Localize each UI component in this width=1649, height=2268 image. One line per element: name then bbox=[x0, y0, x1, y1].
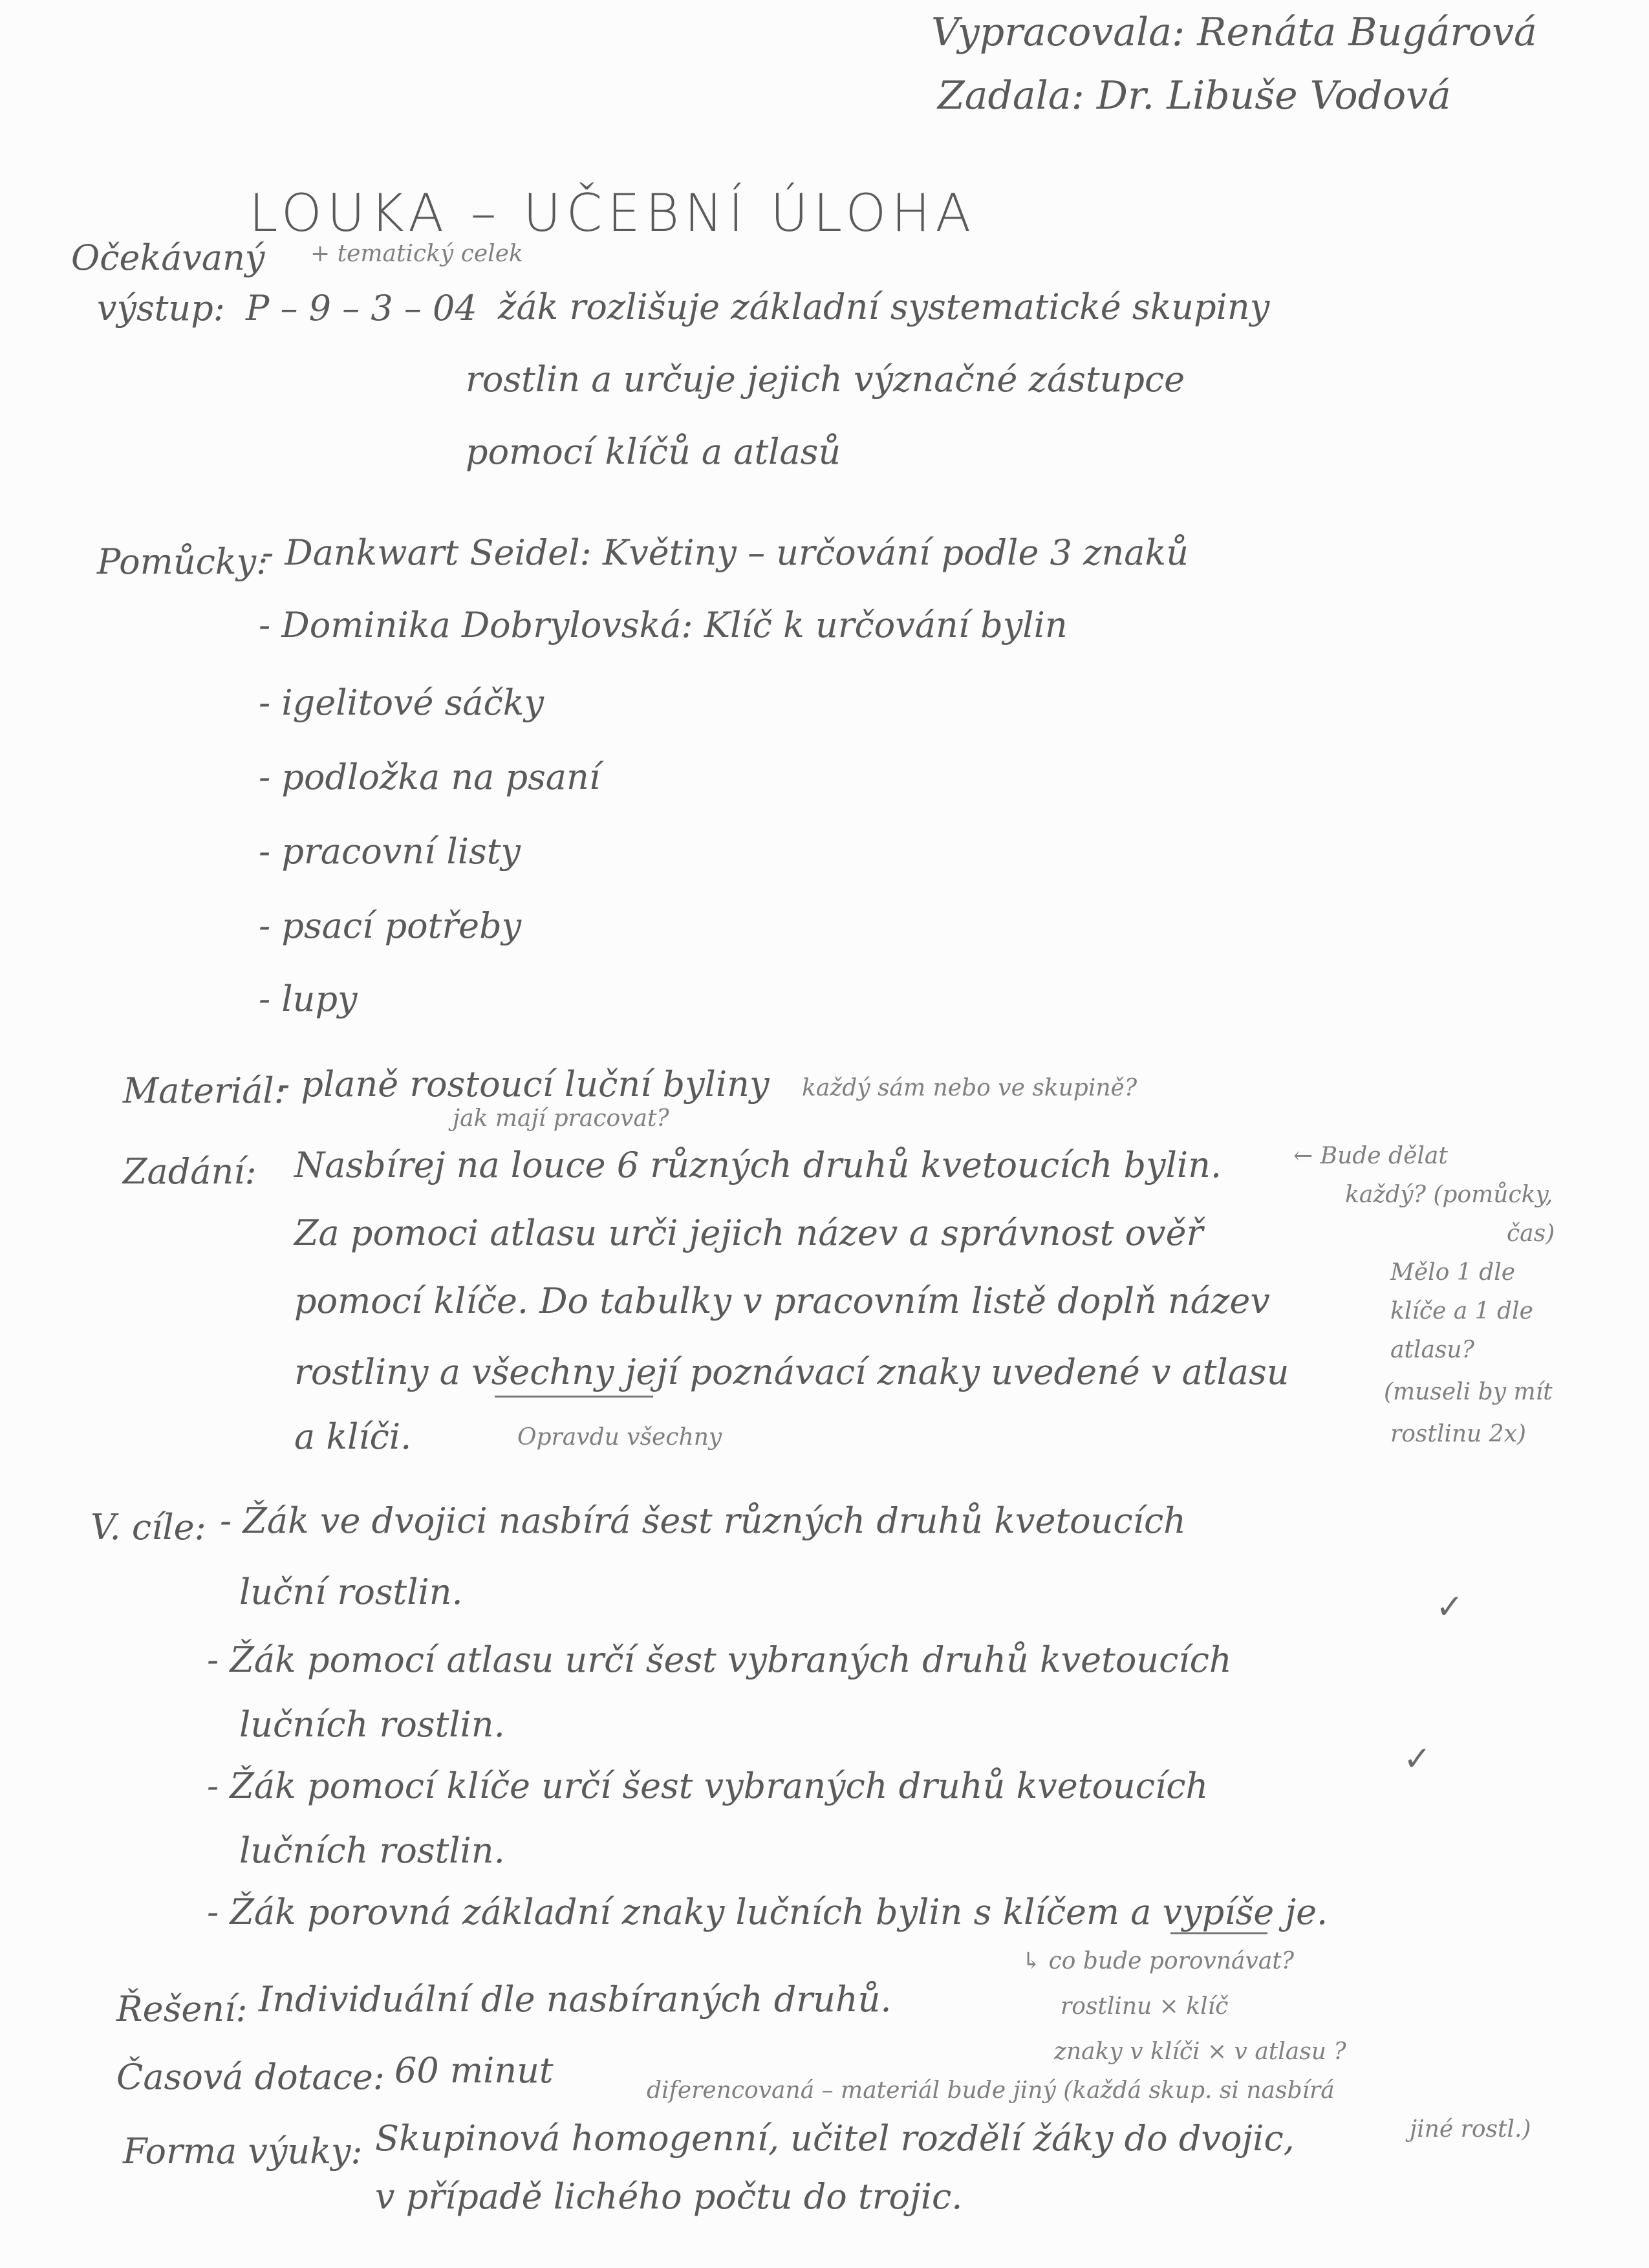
underline bbox=[1170, 1932, 1267, 1934]
aids-item: - Dominika Dobrylovská: Klíč k určování bylin bbox=[259, 605, 1068, 645]
side-note: klíče a 1 dle bbox=[1390, 1298, 1533, 1324]
material-text: - planě rostoucí luční byliny bbox=[278, 1064, 770, 1105]
form-line: v případě lichého počtu do trojic. bbox=[375, 2176, 963, 2217]
goals-line: lučních rostlin. bbox=[239, 1830, 505, 1871]
side-note: čas) bbox=[1507, 1220, 1555, 1247]
expected-code: P – 9 – 3 – 04 bbox=[246, 288, 477, 329]
expected-line-1: žák rozlišuje základní systematické skupiny bbox=[498, 286, 1270, 327]
compare-note: rostlinu × klíč bbox=[1061, 1993, 1229, 2020]
task-line: a klíči. bbox=[294, 1416, 412, 1457]
aids-item: - pracovní listy bbox=[259, 831, 521, 872]
side-note: každý? (pomůcky, bbox=[1345, 1182, 1553, 1208]
goals-line: - Žák pomocí atlasu určí šest vybraných druhů kvetoucích bbox=[207, 1639, 1232, 1680]
goals-line: luční rostlin. bbox=[239, 1571, 463, 1612]
form-note: diferencovaná – materiál bude jiný (každá skup. si nasbírá bbox=[647, 2077, 1335, 2104]
side-note: ← Bude dělat bbox=[1293, 1143, 1448, 1169]
compare-note: znaky v klíči × v atlasu ? bbox=[1054, 2038, 1346, 2065]
aids-item: - lupy bbox=[259, 978, 358, 1019]
aids-item: - igelitové sáčky bbox=[259, 682, 544, 723]
side-note: (museli by mít bbox=[1384, 1379, 1553, 1405]
form-line: Skupinová homogenní, učitel rozdělí žáky do dvojic, bbox=[375, 2118, 1295, 2159]
goals-line: - Žák pomocí klíče určí šest vybraných druhů kvetoucích bbox=[207, 1766, 1209, 1806]
expected-annotation: + tematický celek bbox=[310, 241, 523, 267]
task-label: Zadání: bbox=[123, 1151, 257, 1192]
task-line: pomocí klíče. Do tabulky v pracovním listě doplň název bbox=[294, 1280, 1270, 1321]
expected-label-2: výstup: bbox=[97, 288, 225, 329]
goals-line: lučních rostlin. bbox=[239, 1704, 505, 1745]
time-text: 60 minut bbox=[394, 2050, 554, 2091]
aids-item: - Dankwart Seidel: Květiny – určování podle 3 znaků bbox=[262, 532, 1189, 573]
solution-label: Řešení: bbox=[116, 1989, 248, 2029]
form-label: Forma výuky: bbox=[123, 2131, 363, 2172]
underline bbox=[495, 1396, 653, 1398]
material-note: každý sám nebo ve skupině? bbox=[802, 1075, 1137, 1101]
side-note: rostlinu 2x) bbox=[1390, 1421, 1526, 1447]
goals-label: V. cíle: bbox=[91, 1507, 206, 1548]
goals-line: - Žák ve dvojici nasbírá šest různých druhů kvetoucích bbox=[220, 1500, 1186, 1541]
aids-item: - podložka na psaní bbox=[259, 757, 601, 797]
aids-item: - psací potřeby bbox=[259, 905, 522, 946]
material-label: Materiál: bbox=[123, 1070, 286, 1111]
expected-line-3: pomocí klíčů a atlasů bbox=[466, 431, 841, 472]
compare-note: ↳ co bude porovnávat? bbox=[1022, 1948, 1295, 1974]
side-note: Mělo 1 dle bbox=[1390, 1259, 1516, 1286]
expected-label-1: Očekávaný bbox=[71, 237, 265, 278]
aids-label: Pomůcky: bbox=[97, 541, 268, 582]
form-note: jiné rostl.) bbox=[1410, 2116, 1531, 2143]
side-note: atlasu? bbox=[1390, 1337, 1474, 1363]
task-note: Opravdu všechny bbox=[517, 1424, 722, 1451]
expected-line-2: rostlin a určuje jejich význačné zástupce bbox=[466, 359, 1185, 400]
check-mark: ✓ bbox=[1403, 1740, 1432, 1778]
goals-line: - Žák porovná základní znaky lučních bylin s klíčem a vypíše je. bbox=[207, 1892, 1328, 1932]
task-line: Nasbírej na louce 6 různých druhů kvetoucích bylin. bbox=[294, 1145, 1222, 1185]
check-mark: ✓ bbox=[1436, 1588, 1464, 1626]
page-title: LOUKA – UČEBNÍ ÚLOHA bbox=[249, 183, 976, 243]
time-label: Časová dotace: bbox=[116, 2057, 385, 2097]
assigned-by-line: Zadala: Dr. Libuše Vodová bbox=[938, 73, 1451, 118]
author-line: Vypracovala: Renáta Bugárová bbox=[931, 10, 1537, 55]
task-line: Za pomoci atlasu urči jejich název a správnost ověř bbox=[294, 1213, 1203, 1253]
solution-text: Individuální dle nasbíraných druhů. bbox=[259, 1979, 892, 2020]
material-note: jak mají pracovat? bbox=[453, 1105, 669, 1132]
task-line: rostliny a všechny její poznávací znaky uvedené v atlasu bbox=[294, 1352, 1289, 1392]
